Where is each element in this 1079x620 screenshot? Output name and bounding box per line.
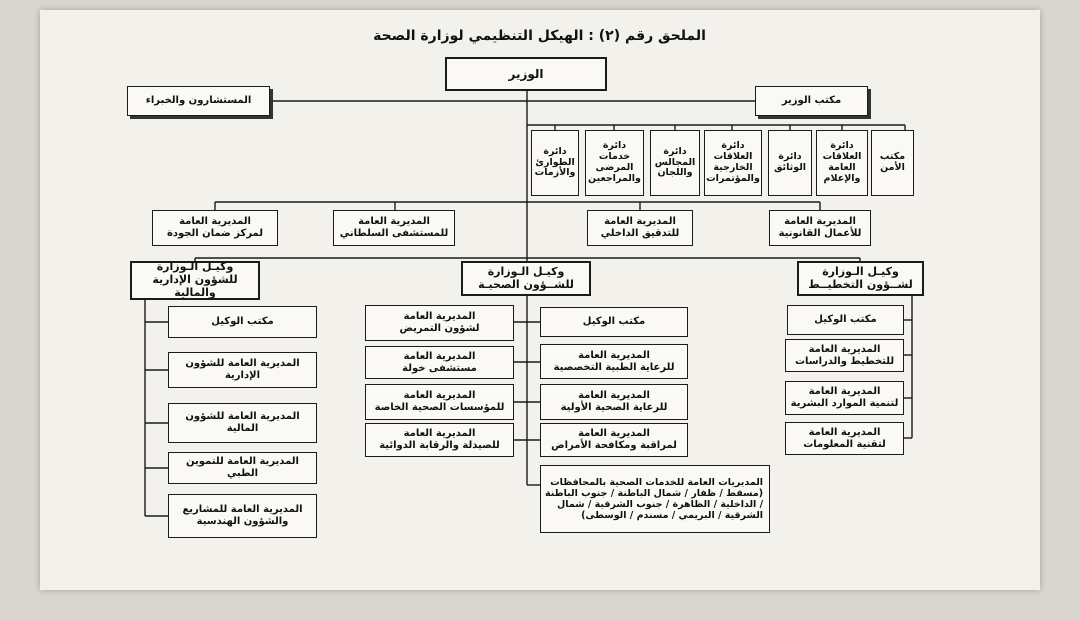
dept-foreign-relations: دائرة العلاقات الخارجية والمؤتمرات — [704, 130, 762, 196]
undersecretary-admin: وكيـل الـوزارة للشؤون الإدارية والمالية — [130, 261, 260, 300]
dept-councils: دائرة المجالس واللجان — [650, 130, 700, 196]
advisors-box: المستشارون والخبراء — [127, 86, 270, 116]
health-gd-specialized-care: المديرية العامة للرعاية الطبية التخصصية — [540, 344, 688, 379]
admin-gd-medical-supply: المديرية العامة للتموين الطبي — [168, 452, 317, 484]
minister-box: الوزير — [445, 57, 607, 91]
dept-documents: دائرة الوثائق — [768, 130, 812, 196]
undersecretary-planning: وكيـل الـوزارة لشــؤون التخطيــط — [797, 261, 924, 296]
gd-royal-hospital: المديرية العامة للمستشفى السلطاني — [333, 210, 455, 246]
planning-gd-hr: المديرية العامة لتنمية الموارد البشرية — [785, 381, 904, 415]
dept-emergencies: دائرة الطوارئ والأزمات — [531, 130, 579, 196]
health-gd-primary-care: المديرية العامة للرعاية الصحية الأولية — [540, 384, 688, 420]
gd-internal-audit: المديرية العامة للتدقيق الداخلي — [587, 210, 693, 246]
admin-gd-administrative: المديرية العامة للشؤون الإدارية — [168, 352, 317, 388]
planning-office: مكتب الوكيل — [787, 305, 904, 335]
health-gd-private-institutions: المديرية العامة للمؤسسات الصحية الخاصة — [365, 384, 514, 420]
chart-title: الملحق رقم (٢) : الهيكل التنظيمي لوزارة الصحة — [373, 28, 706, 44]
health-office: مكتب الوكيل — [540, 307, 688, 337]
health-governorates-box: المديريات العامة للخدمات الصحية بالمحافظات (مسقط / ظفار / شمال الباطنة / جنوب الباطنة / الداخلية / الظاهرة / جنوب الشرقية / شمال الشرقية / البريمي / مسندم / الوسطى) — [540, 465, 770, 533]
planning-gd-it: المديرية العامة لتقنية المعلومات — [785, 422, 904, 455]
undersecretary-health: وكيـل الـوزارة للشــؤون الصحيـة — [461, 261, 591, 296]
planning-gd-studies: المديرية العامة للتخطيط والدراسات — [785, 339, 904, 372]
dept-patient-services: دائرة خدمات المرضى والمراجعين — [585, 130, 644, 196]
admin-gd-financial: المديرية العامة للشؤون المالية — [168, 403, 317, 443]
dept-public-relations: دائرة العلاقات العامة والإعلام — [816, 130, 868, 196]
admin-gd-projects: المديرية العامة للمشاريع والشؤون الهندسية — [168, 494, 317, 538]
health-gd-khoula-hospital: المديرية العامة مستشفى خولة — [365, 346, 514, 379]
dept-security-office: مكتب الأمن — [871, 130, 914, 196]
gd-legal-affairs: المديرية العامة للأعمال القانونية — [769, 210, 871, 246]
minister-office-box: مكتب الوزير — [755, 86, 868, 116]
admin-office: مكتب الوكيل — [168, 306, 317, 338]
health-gd-disease-control: المديرية العامة لمراقبة ومكافحة الأمراض — [540, 423, 688, 457]
health-gd-nursing: المديرية العامة لشؤون التمريض — [365, 305, 514, 341]
gd-quality-center: المديرية العامة لمركز ضمان الجودة — [152, 210, 278, 246]
health-gd-pharmacy: المديرية العامة للصيدلة والرقابة الدوائية — [365, 423, 514, 457]
